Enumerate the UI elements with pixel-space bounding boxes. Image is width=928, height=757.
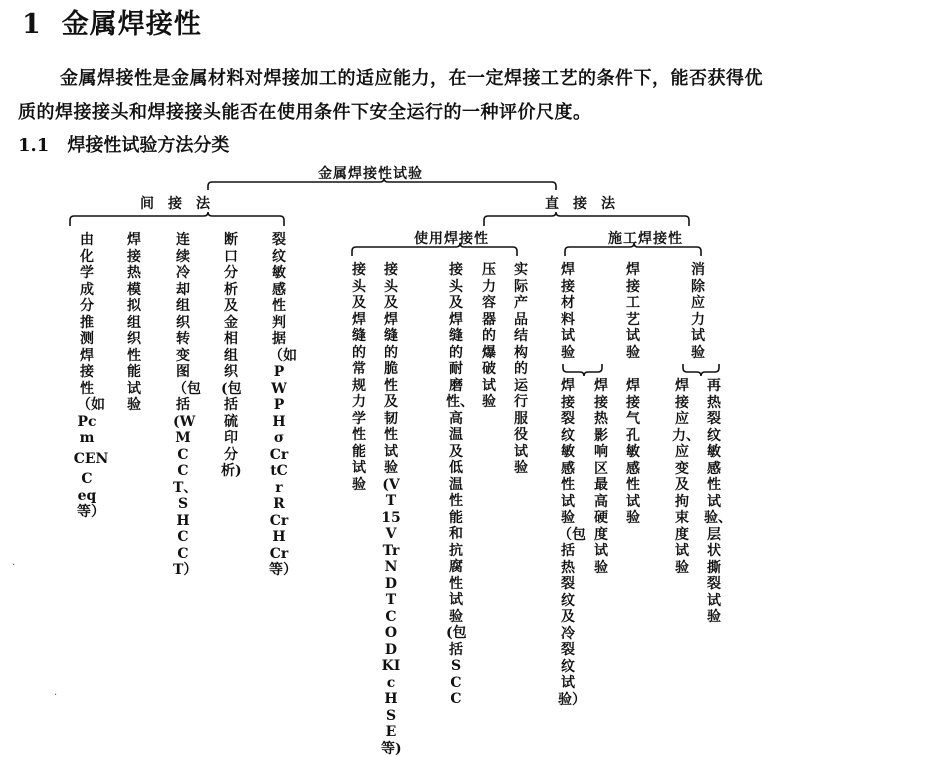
item-welding-process-test: 焊接工艺试验: [623, 262, 643, 361]
section-number: 1: [22, 9, 42, 40]
item-crack-criterion-symbols: PH σCr tCr RCr HCr等）: [269, 397, 289, 579]
indirect-method-label: 间接法: [140, 193, 224, 213]
item-crack-criterion: [269, 232, 289, 579]
item-service-test: 实际产品结构的运行服役试验: [511, 262, 531, 477]
item-stress-relief-test: 消除应力试验: [688, 262, 708, 361]
item-brittleness-symbols: (VT15 VTr NDT COD KIc HSE等): [381, 477, 401, 757]
item-ceq: Ceq等）: [77, 471, 97, 521]
section-title: 金属焊接性: [62, 9, 202, 40]
item-cct-diagram: 连续冷却组织转变图（包括(WMCCT、SHCCT）: [173, 232, 193, 579]
item-welding-material-test: 焊接材料试验: [558, 262, 578, 361]
paragraph-line-2: 质的焊接接头和焊接接头能否在使用条件下安全运行的一种评价尺度。: [18, 98, 592, 124]
direct-bracket: [484, 212, 689, 226]
paragraph-line-1: 金属焊接性是金属材料对焊接加工的适应能力，在一定焊接工艺的条件下，能否获得优: [60, 64, 763, 90]
item-haz-hardness-test: 焊接热影响区最高硬度试验: [591, 378, 611, 576]
item-crack-criterion-text: 裂纹敏感性判据（如PW: [269, 232, 289, 397]
item-chemical-composition: [77, 232, 97, 521]
scan-speck: ·: [12, 560, 15, 571]
direct-method-label: 直接法: [545, 193, 629, 213]
stress-bracket: [683, 364, 719, 376]
item-thermal-simulation: 焊接热模拟组织性能试验: [124, 232, 144, 414]
item-burst-test: 压力容器的爆破试验: [479, 262, 499, 411]
scan-speck: ·: [54, 690, 57, 701]
subsection-number: 1.1: [18, 135, 49, 156]
item-cen: CEN: [71, 451, 111, 468]
item-reheat-crack-test: 再热裂纹敏感性试验、层状撕裂试验: [704, 378, 724, 626]
item-brittleness-test: [381, 262, 401, 757]
root-label: 金属焊接性试验: [318, 163, 423, 183]
material-bracket: [563, 364, 602, 376]
item-crack-sensitivity-test: 焊接裂纹敏感性试验（包括热裂纹及冷裂纹试验）: [558, 378, 578, 708]
item-fracture-analysis: 断口分析及金相组织(包括硫印分析): [221, 232, 241, 480]
item-chemical-composition-text: 由化学成分推测焊接性（如Pcm: [77, 232, 97, 447]
use-weldability-label: 使用焊接性: [414, 228, 489, 248]
item-mechanical-test: 接头及焊缝的常规力学性能试验: [349, 262, 369, 493]
item-brittleness-test-text: 接头及焊缝的脆性及韧性试验: [381, 262, 401, 477]
construction-weldability-label: 施工焊接性: [608, 228, 683, 248]
subsection-title: 焊接性试验方法分类: [67, 135, 229, 156]
item-stress-strain-test: 焊接应力、应变及拘束度试验: [672, 378, 692, 576]
indirect-bracket: [70, 212, 284, 226]
item-wear-corrosion-test: 接头及焊缝的耐磨性、高温及低温性能和抗腐性试验(包括SCC: [446, 262, 466, 708]
item-porosity-test: 焊接气孔敏感性试验: [623, 378, 643, 527]
